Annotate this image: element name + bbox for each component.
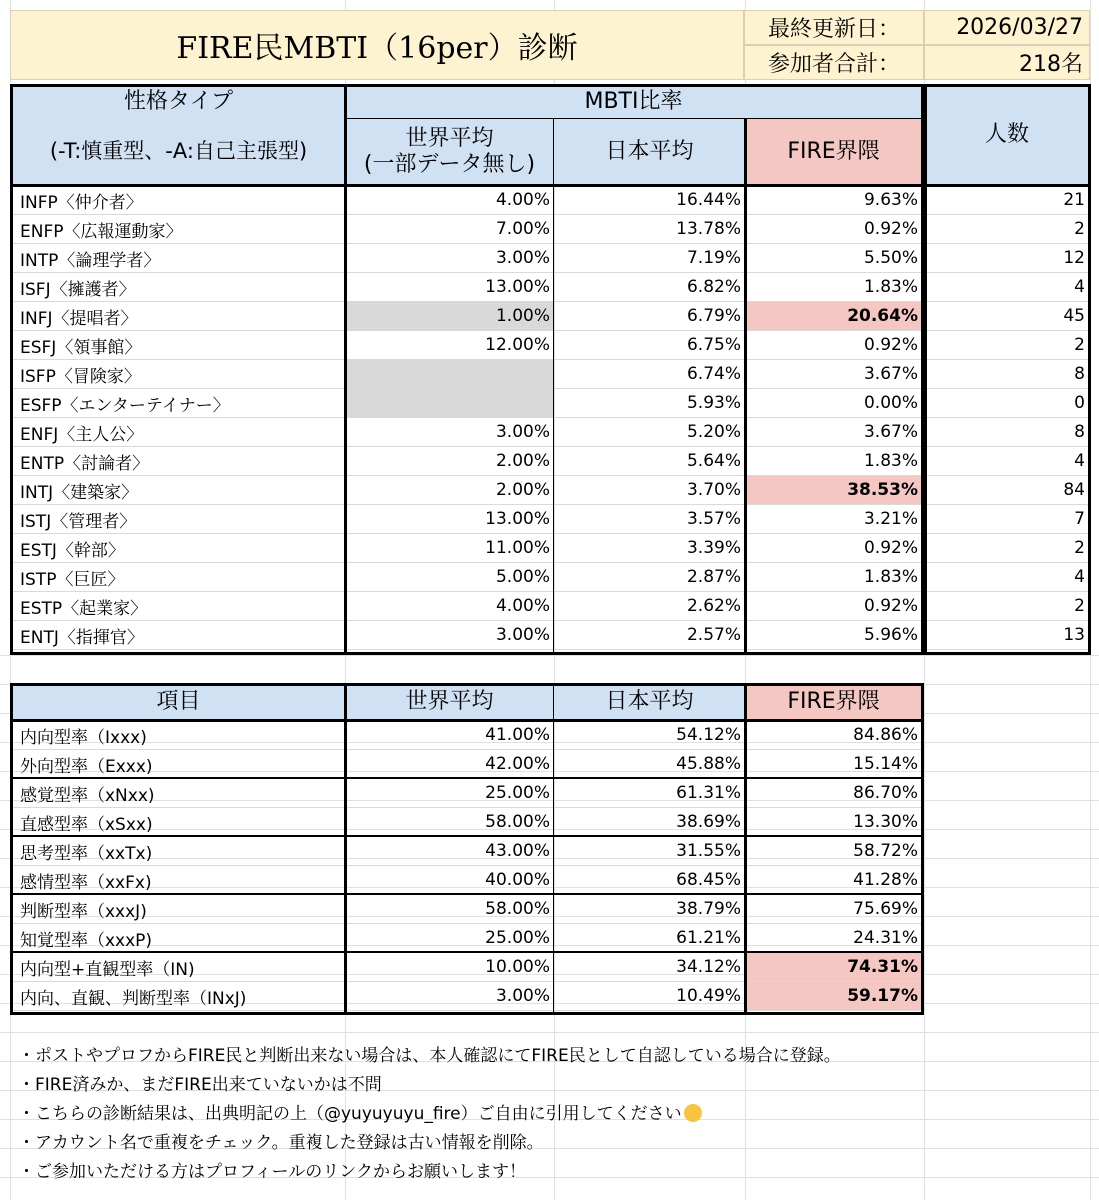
type-cell[interactable]: ESFJ〈領事館〉	[12, 331, 345, 360]
border-line	[345, 118, 922, 119]
fire-ratio-cell[interactable]: 38.53%	[745, 476, 922, 505]
japan-avg-cell[interactable]: 6.75%	[554, 331, 745, 360]
sheet-title: FIRE民MBTI（16per）診断	[10, 10, 744, 80]
fire-ratio-cell[interactable]: 86.70%	[745, 779, 922, 808]
fire-ratio-cell[interactable]: 9.63%	[745, 186, 922, 215]
updated-value[interactable]: 2026/03/27	[924, 10, 1090, 45]
world-avg-cell[interactable]: 13.00%	[345, 273, 554, 302]
fire-ratio-cell[interactable]: 1.83%	[745, 563, 922, 592]
count-cell[interactable]: 12	[925, 244, 1089, 273]
japan-avg-cell[interactable]: 38.69%	[554, 808, 745, 837]
notes-section	[10, 1042, 1090, 1187]
item-cell[interactable]: 直感型率（xSxx)	[12, 808, 345, 837]
japan-avg-cell[interactable]: 16.44%	[554, 186, 745, 215]
item-cell[interactable]: 内向型率（Ixxx)	[12, 721, 345, 750]
border-line	[924, 652, 1091, 655]
world-avg-cell[interactable]: 58.00%	[345, 808, 554, 837]
world-avg-header[interactable]: 世界平均 (一部データ無し)	[345, 119, 554, 185]
world-avg-cell[interactable]: 3.00%	[345, 418, 554, 447]
world-avg-cell[interactable]: 13.00%	[345, 505, 554, 534]
type-cell[interactable]: ISTP〈巨匠〉	[12, 563, 345, 592]
fire-ratio-cell[interactable]: 0.00%	[745, 389, 922, 418]
type-cell[interactable]: ISFJ〈擁護者〉	[12, 273, 345, 302]
border-line	[10, 683, 13, 1015]
fire-ratio-cell[interactable]: 0.92%	[745, 331, 922, 360]
border-line	[744, 683, 747, 1015]
border-line	[553, 683, 554, 1015]
world-avg-cell[interactable]	[345, 389, 554, 418]
world-avg-cell[interactable]: 40.00%	[345, 866, 554, 895]
item-cell[interactable]: 内向、直観、判断型率（INxJ)	[12, 982, 345, 1011]
count-cell[interactable]: 4	[925, 447, 1089, 476]
border-line	[553, 119, 554, 655]
border-line	[10, 893, 924, 895]
world-avg-cell[interactable]	[345, 360, 554, 389]
border-line	[924, 84, 1091, 87]
fire-ratio-cell[interactable]: 5.50%	[745, 244, 922, 273]
world-avg-cell[interactable]: 25.00%	[345, 779, 554, 808]
count-cell[interactable]: 4	[925, 563, 1089, 592]
japan-avg-cell[interactable]: 2.87%	[554, 563, 745, 592]
note-line[interactable]: ・FIRE済みか、まだFIRE出来ていないかは不問	[18, 1075, 382, 1095]
fire-ratio-cell[interactable]: 1.83%	[745, 273, 922, 302]
count-cell[interactable]: 2	[925, 331, 1089, 360]
world-avg-cell[interactable]: 2.00%	[345, 447, 554, 476]
count-cell[interactable]: 0	[925, 389, 1089, 418]
border-line	[10, 719, 924, 722]
japan-avg-cell[interactable]: 38.79%	[554, 895, 745, 924]
world-avg-cell[interactable]: 1.00%	[345, 302, 554, 331]
world-avg-cell[interactable]: 41.00%	[345, 721, 554, 750]
count-cell[interactable]: 4	[925, 273, 1089, 302]
japan-avg-cell[interactable]: 6.82%	[554, 273, 745, 302]
border-line	[10, 951, 924, 953]
type-cell[interactable]: ENTJ〈指揮官〉	[12, 621, 345, 650]
japan-avg-cell[interactable]: 6.74%	[554, 360, 745, 389]
world-avg-cell[interactable]: 3.00%	[345, 244, 554, 273]
count-cell[interactable]: 7	[925, 505, 1089, 534]
japan-avg-cell[interactable]: 3.70%	[554, 476, 745, 505]
japan-avg-cell[interactable]: 3.57%	[554, 505, 745, 534]
fire-ratio-cell[interactable]: 1.83%	[745, 447, 922, 476]
type-cell[interactable]: INTJ〈建築家〉	[12, 476, 345, 505]
note-line[interactable]: ・ポストやプロフからFIRE民と判断出来ない場合は、本人確認にてFIRE民として自認している場合に登録。	[18, 1046, 841, 1066]
japan-avg-cell[interactable]: 5.93%	[554, 389, 745, 418]
japan-avg-cell[interactable]: 61.21%	[554, 924, 745, 953]
type-cell[interactable]: ISFP〈冒険家〉	[12, 360, 345, 389]
world-avg-cell[interactable]: 4.00%	[345, 186, 554, 215]
japan-avg-cell[interactable]: 54.12%	[554, 721, 745, 750]
type-subheader[interactable]: (-T:慎重型、-A:自己主張型)	[12, 119, 345, 185]
fire-ratio-cell[interactable]: 0.92%	[745, 534, 922, 563]
border-line	[10, 835, 924, 837]
world-avg-cell[interactable]: 4.00%	[345, 592, 554, 621]
type-cell[interactable]: ESTJ〈幹部〉	[12, 534, 345, 563]
world-avg-header-2[interactable]: 世界平均	[345, 686, 554, 719]
japan-avg-cell[interactable]: 10.49%	[554, 982, 745, 1011]
type-cell[interactable]: ESFP〈エンターテイナー〉	[12, 389, 345, 418]
type-cell[interactable]: ENFP〈広報運動家〉	[12, 215, 345, 244]
japan-avg-cell[interactable]: 68.45%	[554, 866, 745, 895]
japan-avg-cell[interactable]: 45.88%	[554, 750, 745, 779]
japan-avg-cell[interactable]: 7.19%	[554, 244, 745, 273]
world-avg-cell[interactable]: 3.00%	[345, 982, 554, 1011]
count-cell[interactable]: 84	[925, 476, 1089, 505]
fire-ratio-cell[interactable]: 3.67%	[745, 360, 922, 389]
fire-ratio-cell[interactable]: 58.72%	[745, 837, 922, 866]
count-cell[interactable]: 2	[925, 215, 1089, 244]
world-avg-cell[interactable]: 10.00%	[345, 953, 554, 982]
type-cell[interactable]: ENTP〈討論者〉	[12, 447, 345, 476]
japan-avg-cell[interactable]: 6.79%	[554, 302, 745, 331]
fire-ratio-cell[interactable]: 20.64%	[745, 302, 922, 331]
world-avg-cell[interactable]: 12.00%	[345, 331, 554, 360]
border-line	[10, 777, 924, 779]
fire-ratio-cell[interactable]: 84.86%	[745, 721, 922, 750]
world-avg-cell[interactable]: 2.00%	[345, 476, 554, 505]
japan-avg-cell[interactable]: 34.12%	[554, 953, 745, 982]
japan-avg-cell[interactable]: 13.78%	[554, 215, 745, 244]
japan-avg-cell[interactable]: 5.64%	[554, 447, 745, 476]
fire-ratio-cell[interactable]: 3.21%	[745, 505, 922, 534]
japan-avg-cell[interactable]: 3.39%	[554, 534, 745, 563]
item-cell[interactable]: 外向型率（Exxx)	[12, 750, 345, 779]
world-avg-cell[interactable]: 25.00%	[345, 924, 554, 953]
count-cell[interactable]: 2	[925, 592, 1089, 621]
border-line	[10, 184, 1091, 187]
type-cell[interactable]: ISTJ〈管理者〉	[12, 505, 345, 534]
type-cell[interactable]: INFP〈仲介者〉	[12, 186, 345, 215]
border-line	[10, 1012, 924, 1015]
note-line[interactable]	[10, 1100, 1090, 1129]
item-header[interactable]: 項目	[12, 686, 345, 719]
smiling-face-icon	[684, 1104, 702, 1122]
note-text: ・こちらの診断結果は、出典明記の上（@yuyuyuyu_fire）ご自由に引用してください	[18, 1104, 682, 1124]
item-cell[interactable]: 知覚型率（xxxP)	[12, 924, 345, 953]
type-cell[interactable]: ESTP〈起業家〉	[12, 592, 345, 621]
fire-header-2[interactable]: FIRE界隈	[745, 686, 922, 719]
count-header[interactable]: 人数	[925, 86, 1089, 185]
border-line	[744, 119, 747, 655]
fire-header[interactable]: FIRE界隈	[745, 119, 922, 185]
japan-avg-cell[interactable]: 2.62%	[554, 592, 745, 621]
count-cell[interactable]: 8	[925, 360, 1089, 389]
border-line	[10, 84, 924, 87]
note-line[interactable]: ・アカウント名で重複をチェック。重複した登録は古い情報を削除。	[18, 1133, 544, 1153]
world-avg-cell[interactable]: 42.00%	[345, 750, 554, 779]
fire-ratio-cell[interactable]: 41.28%	[745, 866, 922, 895]
world-avg-cell[interactable]: 11.00%	[345, 534, 554, 563]
item-cell[interactable]: 内向型+直観型率（IN)	[12, 953, 345, 982]
type-header[interactable]: 性格タイプ	[12, 86, 345, 119]
count-cell[interactable]: 21	[925, 186, 1089, 215]
note-line[interactable]: ・ご参加いただける方はプロフィールのリンクからお願いします！	[18, 1162, 526, 1182]
world-avg-cell[interactable]: 58.00%	[345, 895, 554, 924]
border-line	[1088, 84, 1091, 655]
fire-ratio-cell[interactable]: 5.96%	[745, 621, 922, 650]
count-cell[interactable]: 8	[925, 418, 1089, 447]
item-cell[interactable]: 判断型率（xxxJ)	[12, 895, 345, 924]
count-cell[interactable]: 2	[925, 534, 1089, 563]
border-line	[10, 683, 924, 686]
border-line	[344, 683, 347, 1015]
type-cell[interactable]: ENFJ〈主人公〉	[12, 418, 345, 447]
border-line	[924, 84, 927, 655]
participants-value[interactable]: 218名	[924, 45, 1090, 80]
world-avg-cell[interactable]: 43.00%	[345, 837, 554, 866]
mbti-ratio-header[interactable]: MBTI比率	[345, 86, 922, 119]
border-line	[921, 683, 924, 1015]
japan-avg-header-2[interactable]: 日本平均	[554, 686, 745, 719]
fire-ratio-cell[interactable]: 74.31%	[745, 953, 922, 982]
fire-ratio-cell[interactable]: 15.14%	[745, 750, 922, 779]
type-cell[interactable]: INTP〈論理学者〉	[12, 244, 345, 273]
world-avg-cell[interactable]: 5.00%	[345, 563, 554, 592]
item-cell[interactable]: 感情型率（xxFx)	[12, 866, 345, 895]
japan-avg-cell[interactable]: 31.55%	[554, 837, 745, 866]
fire-ratio-cell[interactable]: 59.17%	[745, 982, 922, 1011]
participants-label: 参加者合計：	[744, 45, 924, 80]
fire-ratio-cell[interactable]: 13.30%	[745, 808, 922, 837]
world-avg-cell[interactable]: 3.00%	[345, 621, 554, 650]
japan-avg-header[interactable]: 日本平均	[554, 119, 745, 185]
japan-avg-cell[interactable]: 5.20%	[554, 418, 745, 447]
item-cell[interactable]: 感覚型率（xNxx)	[12, 779, 345, 808]
fire-ratio-cell[interactable]: 0.92%	[745, 592, 922, 621]
updated-label: 最終更新日：	[744, 10, 924, 45]
fire-ratio-cell[interactable]: 24.31%	[745, 924, 922, 953]
border-line	[344, 84, 347, 655]
count-cell[interactable]: 45	[925, 302, 1089, 331]
fire-ratio-cell[interactable]: 3.67%	[745, 418, 922, 447]
fire-ratio-cell[interactable]: 0.92%	[745, 215, 922, 244]
japan-avg-cell[interactable]: 61.31%	[554, 779, 745, 808]
count-cell[interactable]: 13	[925, 621, 1089, 650]
japan-avg-cell[interactable]: 2.57%	[554, 621, 745, 650]
border-line	[10, 84, 13, 655]
item-cell[interactable]: 思考型率（xxTx)	[12, 837, 345, 866]
type-cell[interactable]: INFJ〈提唱者〉	[12, 302, 345, 331]
border-line	[10, 652, 924, 655]
world-avg-cell[interactable]: 7.00%	[345, 215, 554, 244]
fire-ratio-cell[interactable]: 75.69%	[745, 895, 922, 924]
